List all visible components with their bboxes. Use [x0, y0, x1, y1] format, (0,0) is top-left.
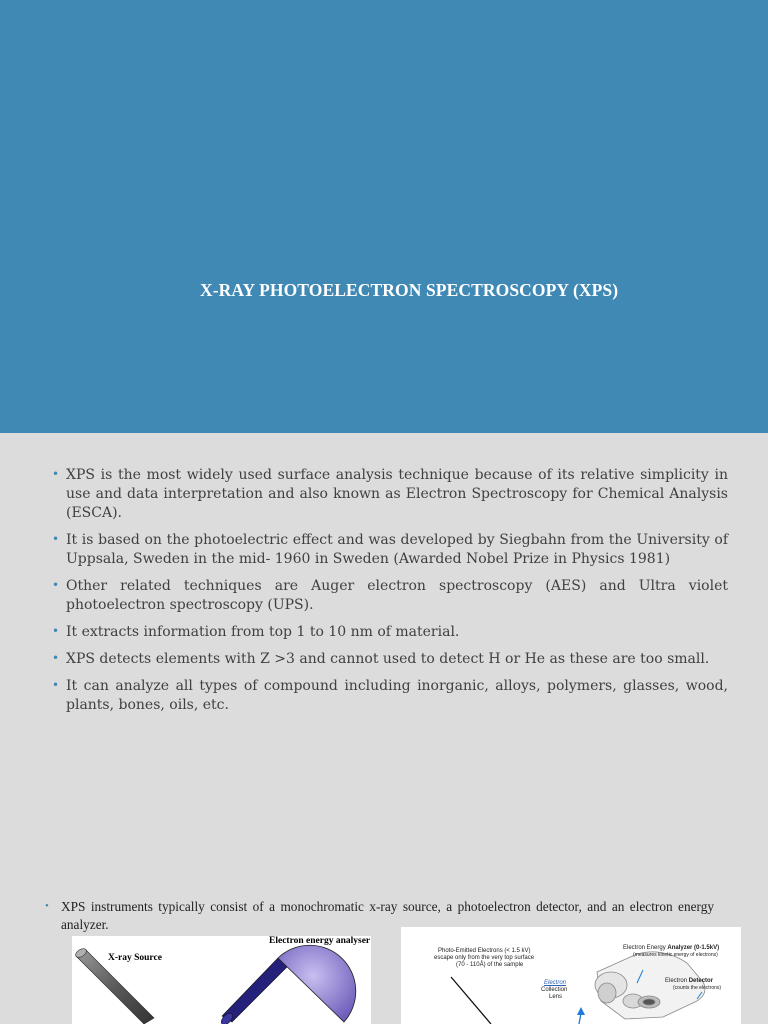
photo-emitted-label: Photo-Emitted Electrons (< 1.5 kV)	[438, 948, 531, 954]
bullet-icon: •	[52, 578, 60, 592]
list-item: • It extracts information from top 1 to 10 nm of material.	[52, 624, 460, 640]
slide-title: X-RAY PHOTOELECTRON SPECTROSCOPY (XPS)	[200, 280, 619, 300]
list-item: • Other related techniques are Auger electron spectroscopy (AES) and Ultra violet photoelectron spectroscopy (UPS).	[52, 578, 728, 613]
detector-label: Electron Detector	[665, 978, 714, 984]
lens-label: Electron	[544, 980, 567, 986]
xps-schematic-drawing	[72, 936, 371, 1024]
bullet-icon: •	[52, 532, 60, 546]
xps-schematic-figure	[72, 936, 371, 1024]
bullet-icon: •	[52, 624, 60, 638]
xps-instrument-diagram: Photo-Emitted Electrons (< 1.5 kV) escape only from the very top surface (70 - 110Å) of the sample Electron Energy Analyzer (0-1.5kV) (measures kinetic energy of electrons) Electron Collection Lens Electron Detector (counts the electrons)	[401, 927, 741, 1024]
analyser-hemisphere	[278, 945, 356, 1022]
xray-source-label: X-ray Source	[108, 953, 162, 963]
bullet-icon: •	[52, 678, 60, 692]
bullet-icon: •	[52, 651, 60, 665]
bullet-list	[50, 466, 728, 723]
title-slide	[0, 0, 768, 433]
list-item: • XPS instruments typically consist of a monochromatic x-ray source, a photoelectron detector, and an electron energy analyzer.	[45, 899, 714, 932]
analyzer-label: Electron Energy Analyzer (0-1.5kV)	[623, 945, 720, 951]
list-item: • It is based on the photoelectric effect and was developed by Siegbahn from the University of Uppsala, Sweden in the mid- 1960 in Sweden (Awarded Nobel Prize in Physics 1981)	[52, 532, 728, 567]
bullet-icon: •	[45, 900, 49, 912]
list-item: • XPS is the most widely used surface analysis technique because of its relative simplicity in use and data interpretation and also known as Electron Spectroscopy for Chemical Analysis (ESCA).	[52, 467, 728, 521]
bullet-icon: •	[52, 467, 60, 481]
list-item: • It can analyze all types of compound including inorganic, alloys, polymers, glasses, wood, plants, bones, oils, etc.	[52, 678, 728, 713]
xray-beam-line	[451, 977, 491, 1024]
analyser-label: Electron energy analyser	[269, 936, 371, 946]
instrument-drawing	[401, 927, 741, 1024]
list-item: • XPS detects elements with Z >3 and cannot used to detect H or He as these are too small.	[52, 651, 710, 667]
analyser-arm	[219, 958, 290, 1024]
